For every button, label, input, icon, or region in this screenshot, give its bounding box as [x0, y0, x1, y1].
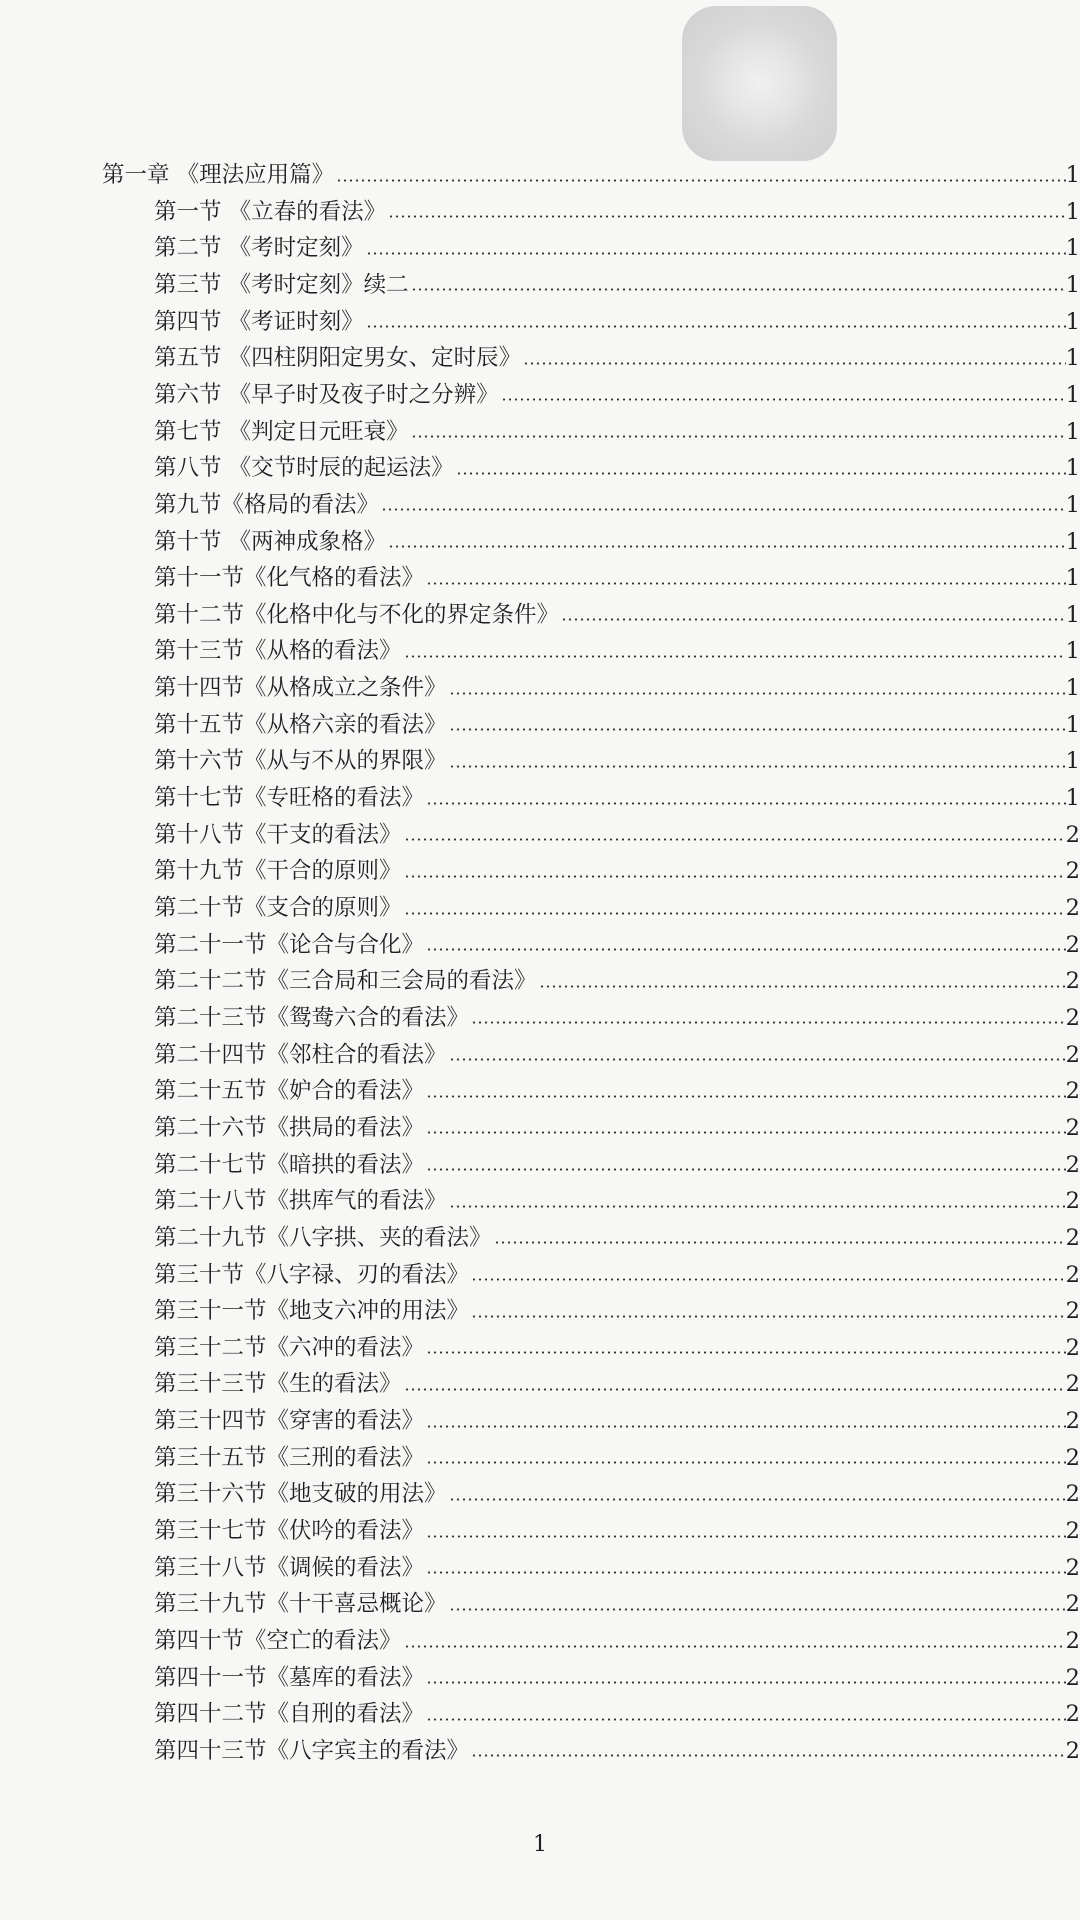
- leader-dots: [366, 252, 1066, 255]
- leader-dots: [426, 948, 1066, 951]
- toc-section-title: 第三十八节《调候的看法》: [154, 1554, 425, 1581]
- leader-dots: [471, 1754, 1066, 1757]
- toc-section-row[interactable]: [154, 1073, 1080, 1109]
- toc-page-number: 2: [1065, 1444, 1080, 1471]
- toc-section-title: 第二十五节《妒合的看法》: [154, 1078, 425, 1105]
- leader-dots: [471, 1021, 1066, 1024]
- leader-dots: [426, 802, 1066, 805]
- toc-section-row[interactable]: [154, 1733, 1080, 1769]
- toc-section-row[interactable]: [154, 487, 1080, 523]
- toc-page-number: 2: [1065, 821, 1080, 848]
- toc-section-title: 第八节 《交节时辰的起运法》: [154, 455, 454, 482]
- toc-section-title: 第二十六节《拱局的看法》: [154, 1114, 425, 1141]
- toc-section-title: 第十七节《专旺格的看法》: [154, 785, 425, 812]
- toc-page-number: 2: [1065, 858, 1080, 885]
- toc-page-number: 1: [1065, 271, 1080, 298]
- toc-section-title: 第十四节《从格成立之条件》: [154, 675, 447, 702]
- toc-section-title: 第四十二节《自刑的看法》: [154, 1701, 425, 1728]
- toc-section-title: 第二十四节《邻柱合的看法》: [154, 1041, 447, 1068]
- leader-dots: [456, 472, 1066, 475]
- toc-chapter-title: 第一章 《理法应用篇》: [102, 162, 335, 188]
- toc-page-number: 2: [1065, 1151, 1080, 1178]
- toc-section-title: 第二十九节《八字拱、夹的看法》: [154, 1224, 492, 1251]
- toc-section-title: 第二十一节《论合与合化》: [154, 931, 425, 958]
- toc-page-number: 2: [1065, 1701, 1080, 1728]
- toc-section-title: 第三十二节《六冲的看法》: [154, 1334, 425, 1361]
- toc-section-title: 第十六节《从与不从的界限》: [154, 748, 447, 775]
- toc-section-row[interactable]: [154, 1476, 1080, 1512]
- toc-page-number: 1: [1065, 235, 1080, 262]
- toc-section-title: 第三十七节《伏吟的看法》: [154, 1518, 425, 1545]
- toc-section-row[interactable]: [154, 1550, 1080, 1586]
- leader-dots: [449, 1205, 1066, 1208]
- leader-dots: [449, 1608, 1066, 1611]
- toc-section-row[interactable]: [154, 963, 1080, 999]
- toc-section-row[interactable]: [154, 707, 1080, 743]
- toc-page-number: 1: [1065, 198, 1080, 225]
- leader-dots: [388, 215, 1066, 218]
- leader-dots: [426, 1425, 1066, 1428]
- toc-section-row[interactable]: [154, 633, 1080, 669]
- toc-section-row[interactable]: [154, 304, 1080, 340]
- toc-section-title: 第三十一节《地支六冲的用法》: [154, 1298, 470, 1325]
- toc-page-number: 2: [1065, 895, 1080, 921]
- toc-section-row[interactable]: [154, 670, 1080, 706]
- toc-section-row[interactable]: [154, 450, 1080, 486]
- toc-chapter-row[interactable]: [102, 157, 1080, 193]
- toc-section-row[interactable]: [154, 267, 1080, 303]
- leader-dots: [411, 435, 1066, 438]
- leader-dots: [494, 1241, 1066, 1244]
- toc-section-row[interactable]: [154, 780, 1080, 816]
- toc-page-number: 1: [1065, 638, 1080, 665]
- leader-dots: [501, 398, 1066, 401]
- toc-section-row[interactable]: [154, 1257, 1080, 1293]
- toc-section-row[interactable]: [154, 524, 1080, 560]
- toc-section-title: 第三十六节《地支破的用法》: [154, 1481, 447, 1508]
- toc-page-number: 2: [1065, 931, 1080, 958]
- toc-page-number: 1: [1065, 455, 1080, 482]
- leader-dots: [539, 985, 1066, 988]
- page-number: 1: [533, 1832, 547, 1857]
- leader-dots: [471, 1315, 1066, 1318]
- toc-page-number: 2: [1065, 1224, 1080, 1251]
- toc-section-row[interactable]: [154, 743, 1080, 779]
- toc-page-number: 2: [1065, 1041, 1080, 1068]
- toc-page-number: 1: [1065, 528, 1080, 555]
- toc-section-row[interactable]: [154, 853, 1080, 889]
- leader-dots: [426, 1168, 1066, 1171]
- toc-page-number: 2: [1065, 1591, 1080, 1618]
- toc-section-row[interactable]: [154, 1220, 1080, 1256]
- toc-section-row[interactable]: [154, 1293, 1080, 1329]
- toc-section-title: 第一节 《立春的看法》: [154, 198, 387, 225]
- toc-page-number: 2: [1065, 1628, 1080, 1654]
- leader-dots: [449, 692, 1066, 695]
- leader-dots: [404, 1645, 1066, 1648]
- toc-section-row[interactable]: [154, 1623, 1080, 1659]
- toc-section-row[interactable]: [154, 1000, 1080, 1036]
- leader-dots: [523, 362, 1066, 365]
- toc-section-row[interactable]: [154, 1660, 1080, 1696]
- toc-section-row[interactable]: [154, 1586, 1080, 1622]
- leader-dots: [426, 1095, 1066, 1098]
- toc-page-number: 1: [1065, 785, 1080, 812]
- toc-section-row[interactable]: [154, 1440, 1080, 1476]
- toc-section-title: 第五节 《四柱阴阳定男女、定时辰》: [154, 345, 522, 372]
- toc-section-title: 第十九节《干合的原则》: [154, 858, 402, 885]
- toc-section-row[interactable]: [154, 560, 1080, 596]
- toc-section-title: 第四十节《空亡的看法》: [154, 1628, 402, 1654]
- leader-dots: [426, 1461, 1066, 1464]
- leader-dots: [388, 545, 1066, 548]
- toc-page-number: 1: [1065, 381, 1080, 408]
- toc-page-number: 1: [1065, 308, 1080, 335]
- toc-section-title: 第二十二节《三合局和三会局的看法》: [154, 968, 537, 995]
- toc-section-row[interactable]: [154, 1330, 1080, 1366]
- leader-dots: [404, 875, 1066, 878]
- toc-section-row[interactable]: [154, 1513, 1080, 1549]
- toc-section-title: 第九节《格局的看法》: [154, 491, 380, 518]
- toc-section-title: 第十八节《干支的看法》: [154, 821, 402, 848]
- toc-page-number: 1: [1065, 491, 1080, 518]
- toc-page-number: 1: [1065, 162, 1080, 188]
- toc-page-number: 1: [1065, 345, 1080, 372]
- toc-section-title: 第二十节《支合的原则》: [154, 895, 402, 921]
- toc-section-title: 第四节 《考证时刻》: [154, 308, 364, 335]
- leader-dots: [404, 838, 1066, 841]
- leader-dots: [449, 1498, 1066, 1501]
- leader-dots: [561, 618, 1066, 621]
- toc-page-number: 2: [1065, 1664, 1080, 1691]
- toc-section-row[interactable]: [154, 1403, 1080, 1439]
- toc-section-title: 第七节 《判定日元旺衰》: [154, 418, 409, 445]
- toc-section-row[interactable]: [154, 414, 1080, 450]
- toc-section-title: 第四十一节《墓库的看法》: [154, 1664, 425, 1691]
- toc-section-title: 第二十七节《暗拱的看法》: [154, 1151, 425, 1178]
- leader-dots: [426, 1681, 1066, 1684]
- toc-page-number: 1: [1065, 748, 1080, 775]
- leader-dots: [426, 582, 1066, 585]
- toc-section-title: 第十一节《化气格的看法》: [154, 565, 425, 592]
- toc-page-number: 2: [1065, 1261, 1080, 1288]
- toc-section-title: 第三十四节《穿害的看法》: [154, 1408, 425, 1435]
- toc-section-row[interactable]: [154, 340, 1080, 376]
- toc-section-title: 第三十五节《三刑的看法》: [154, 1444, 425, 1471]
- toc-section-row[interactable]: [154, 377, 1080, 413]
- app-avatar-icon: [682, 6, 837, 161]
- leader-dots: [411, 288, 1066, 291]
- leader-dots: [426, 1131, 1066, 1134]
- toc-page-number: 1: [1065, 565, 1080, 592]
- toc-section-row[interactable]: [154, 890, 1080, 926]
- leader-dots: [426, 1571, 1066, 1574]
- toc-section-title: 第二十三节《鸳鸯六合的看法》: [154, 1004, 470, 1031]
- toc-page-number: 2: [1065, 1554, 1080, 1581]
- toc-section-title: 第二十八节《拱库气的看法》: [154, 1188, 447, 1215]
- toc-page-number: 2: [1065, 1004, 1080, 1031]
- leader-dots: [404, 912, 1066, 915]
- toc-section-row[interactable]: [154, 817, 1080, 853]
- leader-dots: [336, 179, 1066, 182]
- toc-page-number: 2: [1065, 1114, 1080, 1141]
- toc-page-number: 2: [1065, 1334, 1080, 1361]
- toc-page-number: 2: [1065, 1298, 1080, 1325]
- toc-page-number: 2: [1065, 1078, 1080, 1105]
- toc-section-row[interactable]: [154, 1183, 1080, 1219]
- leader-dots: [449, 728, 1066, 731]
- toc-page-number: 2: [1065, 1518, 1080, 1545]
- toc-page-number: 1: [1065, 675, 1080, 702]
- leader-dots: [366, 325, 1066, 328]
- toc-section-title: 第三节 《考时定刻》续二: [154, 271, 409, 298]
- toc-section-title: 第三十九节《十干喜忌概论》: [154, 1591, 447, 1618]
- leader-dots: [426, 1351, 1066, 1354]
- toc-page-number: 1: [1065, 418, 1080, 445]
- toc-page-number: 2: [1065, 1481, 1080, 1508]
- toc-section-row[interactable]: [154, 1147, 1080, 1183]
- leader-dots: [449, 1058, 1066, 1061]
- toc-section-row[interactable]: [154, 927, 1080, 963]
- toc-section-row[interactable]: [154, 1366, 1080, 1402]
- leader-dots: [404, 655, 1066, 658]
- toc-page-number: 2: [1065, 1371, 1080, 1398]
- leader-dots: [426, 1535, 1066, 1538]
- toc-section-title: 第六节 《早子时及夜子时之分辨》: [154, 381, 499, 408]
- leader-dots: [426, 1718, 1066, 1721]
- toc-section-title: 第十三节《从格的看法》: [154, 638, 402, 665]
- toc-section-row[interactable]: [154, 230, 1080, 266]
- leader-dots: [471, 1278, 1066, 1281]
- leader-dots: [404, 1388, 1066, 1391]
- toc-section-row[interactable]: [154, 1037, 1080, 1073]
- toc-section-title: 第三十节《八字禄、刃的看法》: [154, 1261, 470, 1288]
- toc-page-number: 2: [1065, 968, 1080, 995]
- leader-dots: [381, 508, 1066, 511]
- toc-section-title: 第三十三节《生的看法》: [154, 1371, 402, 1398]
- toc-section-title: 第十节 《两神成象格》: [154, 528, 387, 555]
- toc-page-number: 1: [1065, 601, 1080, 628]
- toc-section-row[interactable]: [154, 597, 1080, 633]
- toc-section-title: 第十二节《化格中化与不化的界定条件》: [154, 601, 560, 628]
- toc-section-title: 第四十三节《八字宾主的看法》: [154, 1737, 470, 1764]
- toc-page-number: 2: [1065, 1737, 1080, 1764]
- toc-section-row[interactable]: [154, 1696, 1080, 1732]
- toc-page-number: 2: [1065, 1188, 1080, 1215]
- toc-section-title: 第二节 《考时定刻》: [154, 235, 364, 262]
- leader-dots: [449, 765, 1066, 768]
- toc-section-row[interactable]: [154, 1110, 1080, 1146]
- toc-page-number: 2: [1065, 1408, 1080, 1435]
- toc-section-title: 第十五节《从格六亲的看法》: [154, 711, 447, 738]
- toc-section-row[interactable]: [154, 194, 1080, 230]
- toc-page-number: 1: [1065, 711, 1080, 738]
